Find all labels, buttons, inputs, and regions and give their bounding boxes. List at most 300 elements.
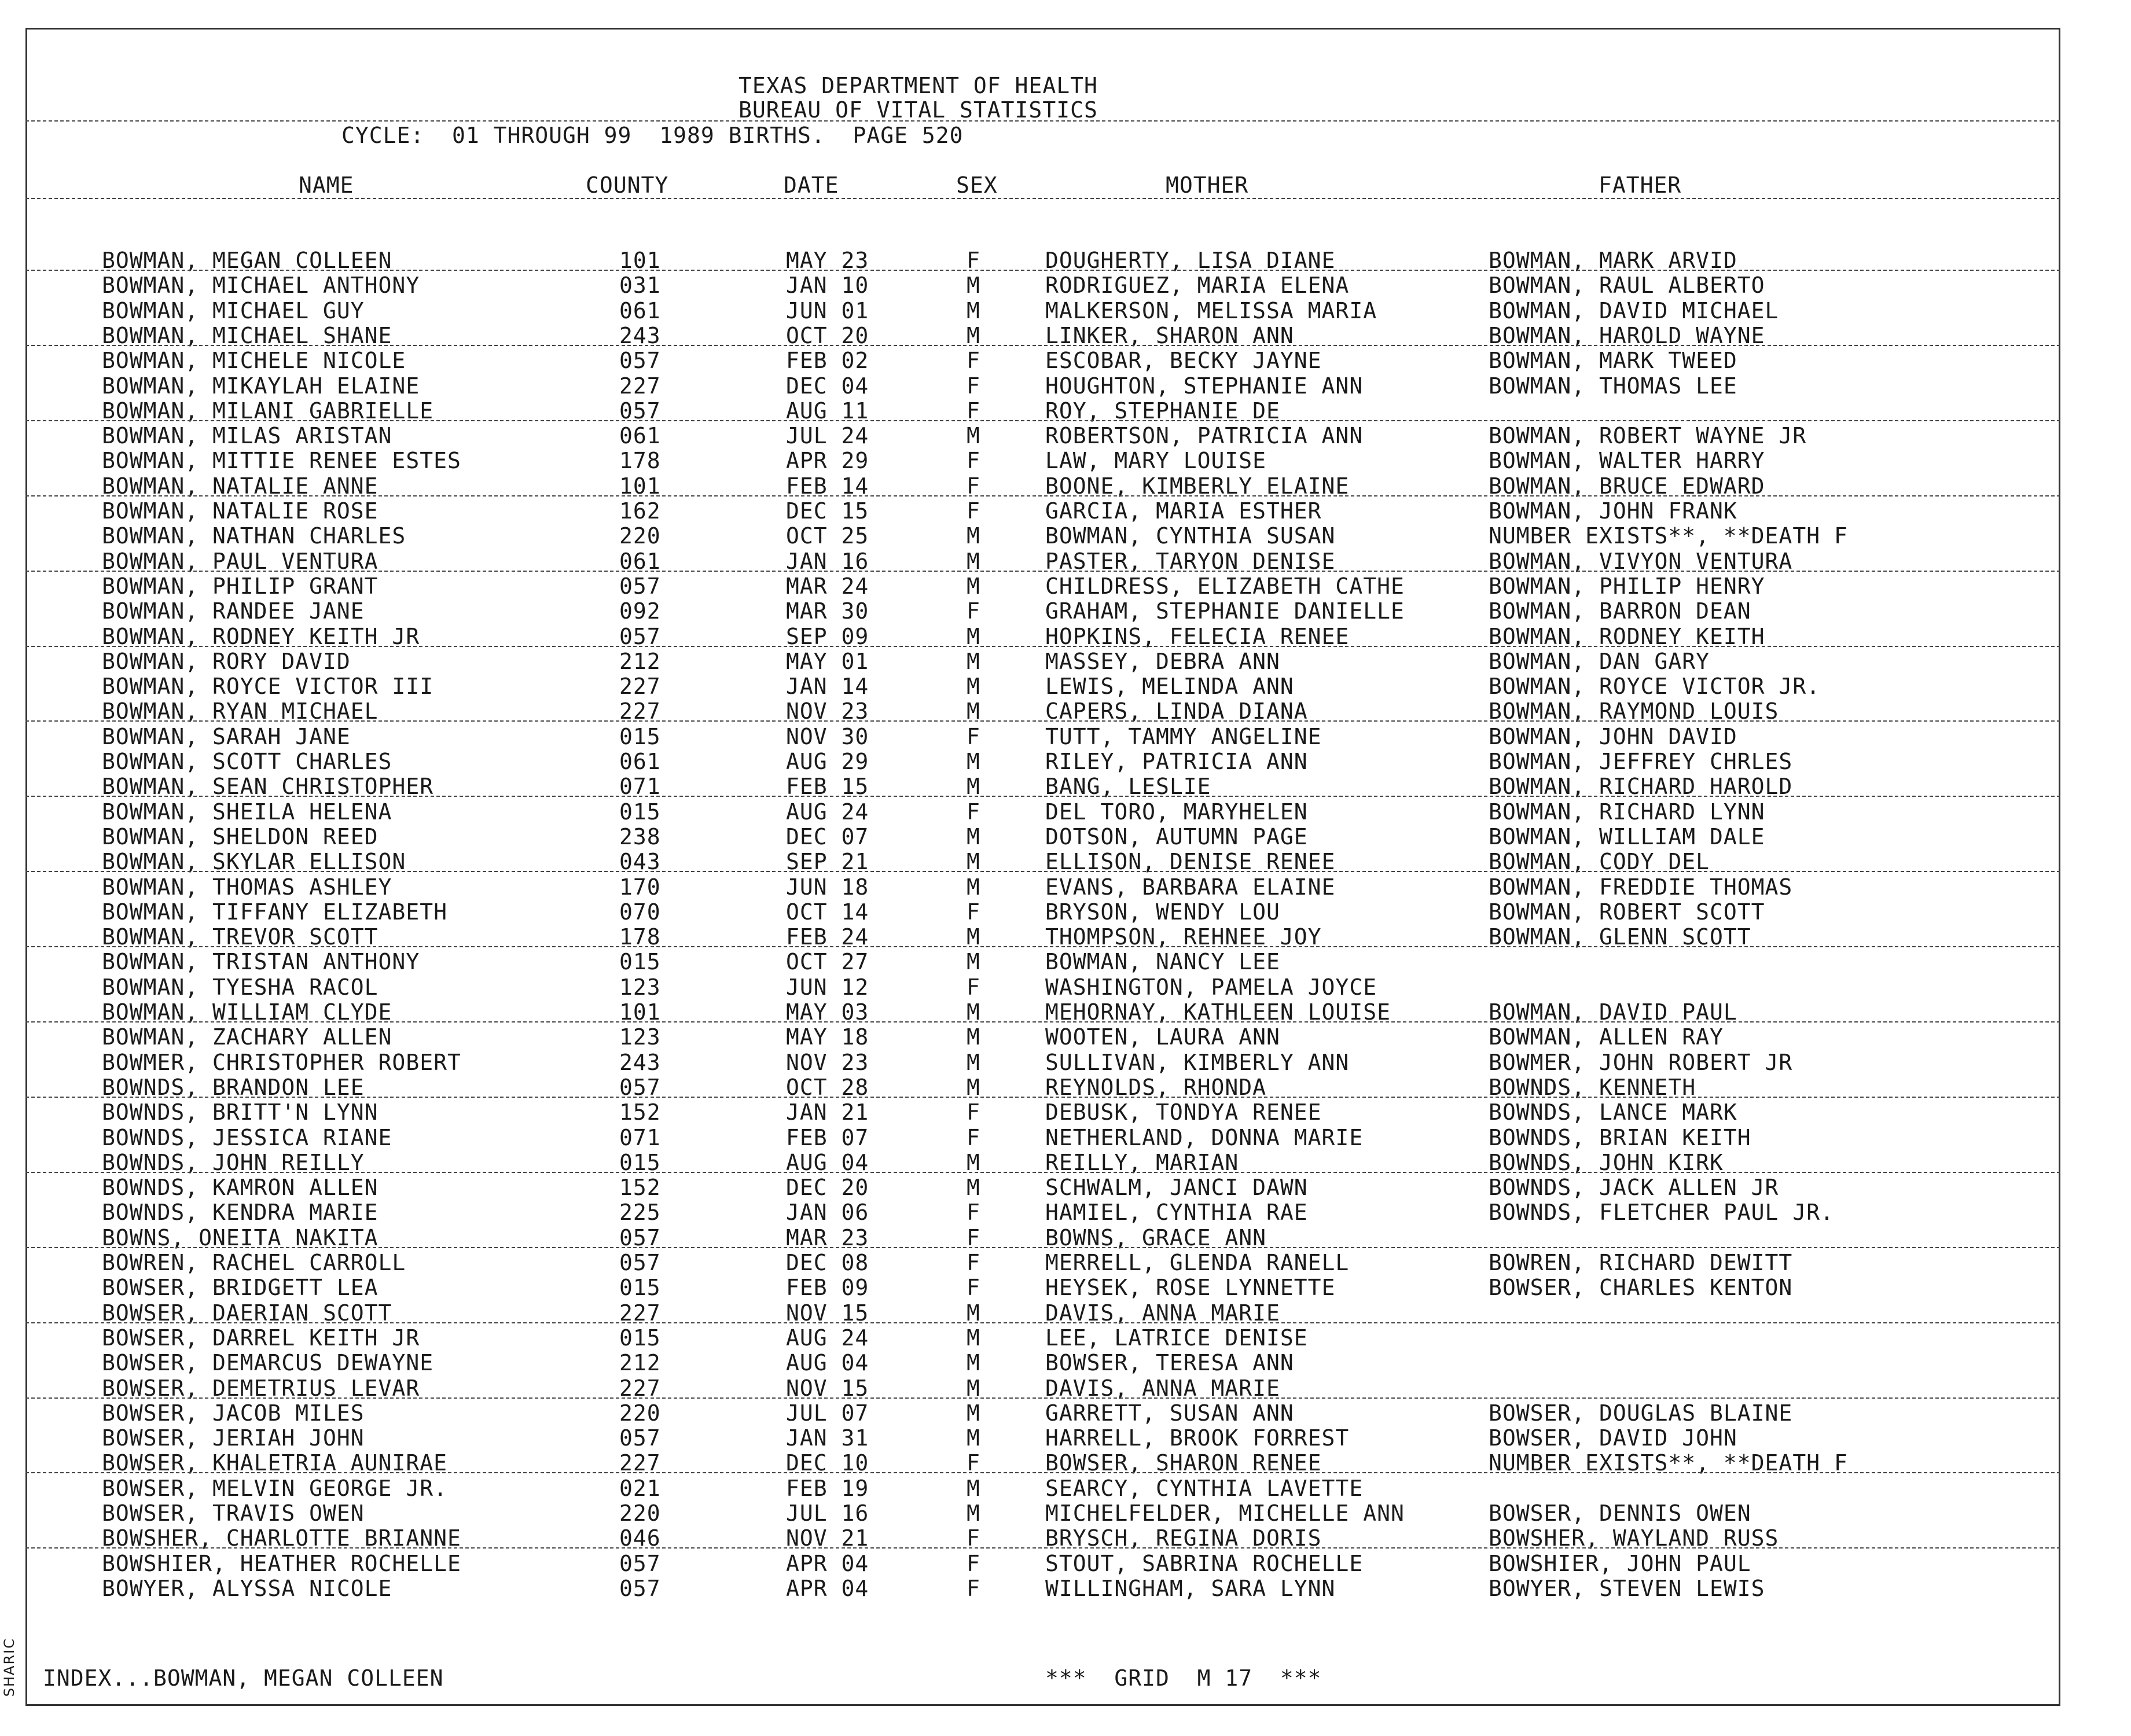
father-cell: BOWMAN, MARK ARVID xyxy=(1489,248,1737,273)
sex-cell: F xyxy=(967,448,980,474)
mother-cell: LAW, MARY LOUISE xyxy=(1045,448,1267,474)
county-cell: 015 xyxy=(619,1275,661,1301)
table-row xyxy=(0,725,2131,748)
date-cell: MAR 30 xyxy=(786,598,869,624)
sex-cell: M xyxy=(967,698,980,724)
date-cell: FEB 14 xyxy=(786,473,869,499)
date-cell: NOV 15 xyxy=(786,1375,869,1401)
row-rule xyxy=(25,720,2060,722)
table-row xyxy=(0,374,2131,398)
row-rule xyxy=(25,1472,2060,1473)
cycle-line: CYCLE: 01 THROUGH 99 1989 BIRTHS. PAGE 520 xyxy=(341,123,964,148)
sex-cell: M xyxy=(967,423,980,449)
date-cell: APR 29 xyxy=(786,448,869,474)
name-cell: BOWMAN, RODNEY KEITH JR xyxy=(102,623,420,649)
mother-cell: BRYSCH, REGINA DORIS xyxy=(1045,1525,1322,1551)
name-cell: BOWSER, JACOB MILES xyxy=(102,1400,365,1426)
county-cell: 061 xyxy=(619,297,661,323)
father-cell: BOWNDS, FLETCHER PAUL JR. xyxy=(1489,1200,1834,1226)
mother-cell: MEHORNAY, KATHLEEN LOUISE xyxy=(1045,999,1391,1025)
father-cell: BOWMAN, BRUCE EDWARD xyxy=(1489,473,1765,499)
date-cell: APR 04 xyxy=(786,1575,869,1601)
father-cell: BOWMER, JOHN ROBERT JR xyxy=(1489,1049,1793,1075)
col-header-father: FATHER xyxy=(1599,172,1682,198)
mother-cell: ROY, STEPHANIE DE xyxy=(1045,398,1280,424)
sex-cell: M xyxy=(967,1325,980,1351)
mother-cell: BOWSER, SHARON RENEE xyxy=(1045,1450,1322,1476)
table-row xyxy=(0,1101,2131,1124)
table-row xyxy=(0,1176,2131,1199)
table-row xyxy=(0,625,2131,648)
sex-cell: F xyxy=(967,598,980,624)
row-rule xyxy=(25,1247,2060,1248)
sex-cell: M xyxy=(967,924,980,950)
name-cell: BOWMAN, MILANI GABRIELLE xyxy=(102,398,434,424)
date-cell: FEB 07 xyxy=(786,1124,869,1150)
date-cell: AUG 24 xyxy=(786,1325,869,1351)
name-cell: BOWSER, JERIAH JOHN xyxy=(102,1425,365,1451)
mother-cell: HARRELL, BROOK FORREST xyxy=(1045,1425,1350,1451)
mother-cell: HOUGHTON, STEPHANIE ANN xyxy=(1045,373,1364,399)
name-cell: BOWMAN, WILLIAM CLYDE xyxy=(102,999,392,1025)
mother-cell: EVANS, BARBARA ELAINE xyxy=(1045,874,1336,900)
father-cell: BOWMAN, JOHN FRANK xyxy=(1489,498,1737,524)
row-rule xyxy=(25,270,2060,271)
father-cell: BOWSER, DENNIS OWEN xyxy=(1489,1500,1751,1526)
table-row xyxy=(0,1451,2131,1474)
row-rule xyxy=(25,871,2060,872)
date-cell: MAR 24 xyxy=(786,573,869,599)
name-cell: BOWMAN, SEAN CHRISTOPHER xyxy=(102,774,434,800)
name-cell: BOWMAN, TYESHA RACOL xyxy=(102,974,379,1000)
table-row xyxy=(0,575,2131,598)
name-cell: BOWMAN, NATHAN CHARLES xyxy=(102,523,406,549)
county-cell: 071 xyxy=(619,774,661,800)
date-cell: OCT 28 xyxy=(786,1074,869,1100)
father-cell: BOWMAN, RAYMOND LOUIS xyxy=(1489,698,1779,724)
date-cell: DEC 08 xyxy=(786,1250,869,1275)
table-row xyxy=(0,599,2131,623)
table-row xyxy=(0,950,2131,973)
sex-cell: M xyxy=(967,674,980,700)
name-cell: BOWMAN, MICHAEL SHANE xyxy=(102,322,392,348)
sex-cell: M xyxy=(967,823,980,849)
sex-cell: M xyxy=(967,1500,980,1526)
father-cell: BOWNDS, LANCE MARK xyxy=(1489,1099,1737,1126)
table-row xyxy=(0,1051,2131,1074)
table-row xyxy=(0,650,2131,673)
date-cell: FEB 24 xyxy=(786,924,869,950)
father-cell: BOWMAN, VIVYON VENTURA xyxy=(1489,548,1793,574)
name-cell: BOWNDS, JESSICA RIANE xyxy=(102,1124,392,1150)
sex-cell: M xyxy=(967,573,980,599)
name-cell: BOWMAN, TRISTAN ANTHONY xyxy=(102,949,420,975)
father-cell: BOWMAN, DAVID PAUL xyxy=(1489,999,1737,1025)
county-cell: 238 xyxy=(619,823,661,849)
name-cell: BOWMAN, MEGAN COLLEEN xyxy=(102,248,392,273)
mother-cell: REYNOLDS, RHONDA xyxy=(1045,1074,1267,1100)
county-cell: 220 xyxy=(619,523,661,549)
county-cell: 178 xyxy=(619,924,661,950)
table-row xyxy=(0,1025,2131,1049)
county-cell: 031 xyxy=(619,273,661,299)
mother-cell: HEYSEK, ROSE LYNNETTE xyxy=(1045,1275,1336,1301)
father-cell: BOWMAN, RAUL ALBERTO xyxy=(1489,273,1765,299)
county-cell: 021 xyxy=(619,1475,661,1501)
date-cell: NOV 23 xyxy=(786,1049,869,1075)
name-cell: BOWMAN, MIKAYLAH ELAINE xyxy=(102,373,420,399)
father-cell: BOWSER, DOUGLAS BLAINE xyxy=(1489,1400,1793,1426)
name-cell: BOWSER, MELVIN GEORGE JR. xyxy=(102,1475,447,1501)
mother-cell: RODRIGUEZ, MARIA ELENA xyxy=(1045,273,1350,299)
mother-cell: WILLINGHAM, SARA LYNN xyxy=(1045,1575,1336,1601)
date-cell: MAR 23 xyxy=(786,1224,869,1250)
county-cell: 152 xyxy=(619,1175,661,1201)
county-cell: 227 xyxy=(619,1450,661,1476)
date-cell: JAN 14 xyxy=(786,674,869,700)
name-cell: BOWMAN, RYAN MICHAEL xyxy=(102,698,379,724)
name-cell: BOWMAN, PAUL VENTURA xyxy=(102,548,379,574)
sex-cell: F xyxy=(967,1124,980,1150)
mother-cell: RILEY, PATRICIA ANN xyxy=(1045,749,1308,774)
father-cell: NUMBER EXISTS**, **DEATH F xyxy=(1489,1450,1848,1476)
table-row xyxy=(0,675,2131,698)
table-row xyxy=(0,1076,2131,1099)
mother-cell: CHILDRESS, ELIZABETH CATHE xyxy=(1045,573,1405,599)
sex-cell: F xyxy=(967,899,980,925)
sex-cell: F xyxy=(967,974,980,1000)
table-row xyxy=(0,1527,2131,1550)
father-cell: BOWMAN, RICHARD HAROLD xyxy=(1489,774,1793,800)
name-cell: BOWSER, DARREL KEITH JR xyxy=(102,1325,420,1351)
county-cell: 227 xyxy=(619,674,661,700)
mother-cell: DAVIS, ANNA MARIE xyxy=(1045,1375,1280,1401)
col-header-mother: MOTHER xyxy=(1166,172,1249,198)
table-row xyxy=(0,876,2131,899)
table-row xyxy=(0,550,2131,573)
sex-cell: M xyxy=(967,849,980,875)
county-cell: 057 xyxy=(619,1550,661,1576)
county-cell: 061 xyxy=(619,749,661,774)
mother-cell: MASSEY, DEBRA ANN xyxy=(1045,648,1280,674)
table-row xyxy=(0,1426,2131,1450)
date-cell: JUN 01 xyxy=(786,297,869,323)
index-footer: INDEX...BOWMAN, MEGAN COLLEEN xyxy=(43,1665,444,1691)
date-cell: AUG 04 xyxy=(786,1149,869,1175)
table-row xyxy=(0,1477,2131,1500)
table-row xyxy=(0,1226,2131,1249)
date-cell: JAN 21 xyxy=(786,1099,869,1126)
name-cell: BOWSER, DEMARCUS DEWAYNE xyxy=(102,1350,434,1376)
date-cell: OCT 27 xyxy=(786,949,869,975)
name-cell: BOWMAN, RORY DAVID xyxy=(102,648,351,674)
name-cell: BOWSHER, CHARLOTTE BRIANNE xyxy=(102,1525,461,1551)
name-cell: BOWMAN, RANDEE JANE xyxy=(102,598,365,624)
name-cell: BOWNDS, JOHN REILLY xyxy=(102,1149,365,1175)
sex-cell: M xyxy=(967,548,980,574)
county-cell: 178 xyxy=(619,448,661,474)
county-cell: 057 xyxy=(619,1575,661,1601)
father-cell: BOWMAN, JOHN DAVID xyxy=(1489,723,1737,749)
mother-cell: BOWSER, TERESA ANN xyxy=(1045,1350,1294,1376)
father-cell: BOWMAN, THOMAS LEE xyxy=(1489,373,1737,399)
name-cell: BOWMER, CHRISTOPHER ROBERT xyxy=(102,1049,461,1075)
date-cell: JUL 07 xyxy=(786,1400,869,1426)
mother-cell: WOOTEN, LAURA ANN xyxy=(1045,1024,1280,1050)
name-cell: BOWMAN, MICHAEL ANTHONY xyxy=(102,273,420,299)
table-row xyxy=(0,1577,2131,1600)
sex-cell: M xyxy=(967,1425,980,1451)
date-cell: AUG 11 xyxy=(786,398,869,424)
name-cell: BOWMAN, PHILIP GRANT xyxy=(102,573,379,599)
sex-cell: F xyxy=(967,1200,980,1226)
date-cell: DEC 10 xyxy=(786,1450,869,1476)
mother-cell: MERRELL, GLENDA RANELL xyxy=(1045,1250,1350,1275)
county-cell: 225 xyxy=(619,1200,661,1226)
date-cell: OCT 20 xyxy=(786,322,869,348)
date-cell: OCT 25 xyxy=(786,523,869,549)
date-cell: OCT 14 xyxy=(786,899,869,925)
sex-cell: M xyxy=(967,999,980,1025)
mother-cell: BRYSON, WENDY LOU xyxy=(1045,899,1280,925)
name-cell: BOWSHIER, HEATHER ROCHELLE xyxy=(102,1550,461,1576)
father-cell: BOWMAN, ROBERT WAYNE JR xyxy=(1489,423,1807,449)
date-cell: NOV 23 xyxy=(786,698,869,724)
father-cell: BOWMAN, WILLIAM DALE xyxy=(1489,823,1765,849)
county-cell: 070 xyxy=(619,899,661,925)
sex-cell: M xyxy=(967,874,980,900)
mother-cell: ELLISON, DENISE RENEE xyxy=(1045,849,1336,875)
grid-footer: *** GRID M 17 *** xyxy=(1045,1665,1322,1691)
date-cell: JUL 16 xyxy=(786,1500,869,1526)
mother-cell: PASTER, TARYON DENISE xyxy=(1045,548,1336,574)
sex-cell: F xyxy=(967,1250,980,1275)
name-cell: BOWMAN, ZACHARY ALLEN xyxy=(102,1024,392,1050)
county-cell: 057 xyxy=(619,348,661,374)
mother-cell: STOUT, SABRINA ROCHELLE xyxy=(1045,1550,1364,1576)
name-cell: BOWMAN, MILAS ARISTAN xyxy=(102,423,392,449)
table-row xyxy=(0,299,2131,322)
county-cell: 227 xyxy=(619,373,661,399)
table-row xyxy=(0,750,2131,773)
county-cell: 015 xyxy=(619,1149,661,1175)
sex-cell: M xyxy=(967,1375,980,1401)
table-row xyxy=(0,825,2131,848)
date-cell: MAY 18 xyxy=(786,1024,869,1050)
date-cell: JUL 24 xyxy=(786,423,869,449)
date-cell: SEP 21 xyxy=(786,849,869,875)
row-rule xyxy=(25,1547,2060,1549)
name-cell: BOWREN, RACHEL CARROLL xyxy=(102,1250,406,1275)
sex-cell: F xyxy=(967,1550,980,1576)
table-row xyxy=(0,499,2131,523)
date-cell: JAN 10 xyxy=(786,273,869,299)
father-cell: NUMBER EXISTS**, **DEATH F xyxy=(1489,523,1848,549)
father-cell: BOWNDS, JACK ALLEN JR xyxy=(1489,1175,1779,1201)
col-header-name: NAME xyxy=(299,172,354,198)
sex-cell: M xyxy=(967,1350,980,1376)
county-cell: 015 xyxy=(619,1325,661,1351)
sex-cell: F xyxy=(967,248,980,273)
mother-cell: HAMIEL, CYNTHIA RAE xyxy=(1045,1200,1308,1226)
sex-cell: F xyxy=(967,723,980,749)
sex-cell: M xyxy=(967,774,980,800)
county-cell: 212 xyxy=(619,1350,661,1376)
table-row xyxy=(0,475,2131,498)
row-rule xyxy=(25,1322,2060,1323)
name-cell: BOWSER, TRAVIS OWEN xyxy=(102,1500,365,1526)
row-rule xyxy=(25,1397,2060,1399)
mother-cell: THOMPSON, REHNEE JOY xyxy=(1045,924,1322,950)
father-cell: BOWSHER, WAYLAND RUSS xyxy=(1489,1525,1779,1551)
father-cell: BOWSHIER, JOHN PAUL xyxy=(1489,1550,1751,1576)
column-header-rule xyxy=(25,198,2060,199)
county-cell: 220 xyxy=(619,1500,661,1526)
date-cell: SEP 09 xyxy=(786,623,869,649)
name-cell: BOWMAN, NATALIE ANNE xyxy=(102,473,379,499)
date-cell: NOV 21 xyxy=(786,1525,869,1551)
row-rule xyxy=(25,1097,2060,1098)
table-row xyxy=(0,424,2131,447)
county-cell: 061 xyxy=(619,423,661,449)
row-rule xyxy=(25,646,2060,647)
table-row xyxy=(0,925,2131,948)
date-cell: MAY 23 xyxy=(786,248,869,273)
county-cell: 057 xyxy=(619,1425,661,1451)
mother-cell: TUTT, TAMMY ANGELINE xyxy=(1045,723,1322,749)
row-rule xyxy=(25,495,2060,496)
date-cell: JAN 06 xyxy=(786,1200,869,1226)
name-cell: BOWYER, ALYSSA NICOLE xyxy=(102,1575,392,1601)
county-cell: 015 xyxy=(619,949,661,975)
date-cell: FEB 09 xyxy=(786,1275,869,1301)
sex-cell: F xyxy=(967,373,980,399)
father-cell: BOWMAN, CODY DEL xyxy=(1489,849,1710,875)
name-cell: BOWMAN, SHEILA HELENA xyxy=(102,799,392,825)
col-header-sex: SEX xyxy=(956,172,998,198)
county-cell: 243 xyxy=(619,322,661,348)
row-rule xyxy=(25,796,2060,797)
county-cell: 123 xyxy=(619,974,661,1000)
date-cell: AUG 04 xyxy=(786,1350,869,1376)
name-cell: BOWMAN, NATALIE ROSE xyxy=(102,498,379,524)
mother-cell: LEE, LATRICE DENISE xyxy=(1045,1325,1308,1351)
name-cell: BOWMAN, THOMAS ASHLEY xyxy=(102,874,392,900)
table-row xyxy=(0,700,2131,723)
sex-cell: M xyxy=(967,523,980,549)
date-cell: DEC 20 xyxy=(786,1175,869,1201)
table-row xyxy=(0,1351,2131,1374)
father-cell: BOWMAN, HAROLD WAYNE xyxy=(1489,322,1765,348)
sex-cell: F xyxy=(967,799,980,825)
county-cell: 057 xyxy=(619,1250,661,1275)
sex-cell: F xyxy=(967,1575,980,1601)
father-cell: BOWMAN, MARK TWEED xyxy=(1489,348,1737,374)
mother-cell: SULLIVAN, KIMBERLY ANN xyxy=(1045,1049,1350,1075)
sex-cell: M xyxy=(967,1149,980,1175)
name-cell: BOWMAN, TIFFANY ELIZABETH xyxy=(102,899,447,925)
county-cell: 046 xyxy=(619,1525,661,1551)
date-cell: MAY 01 xyxy=(786,648,869,674)
county-cell: 227 xyxy=(619,1300,661,1326)
sex-cell: M xyxy=(967,749,980,774)
sex-cell: M xyxy=(967,623,980,649)
date-cell: FEB 19 xyxy=(786,1475,869,1501)
col-header-date: DATE xyxy=(784,172,839,198)
date-cell: AUG 29 xyxy=(786,749,869,774)
mother-cell: REILLY, MARIAN xyxy=(1045,1149,1239,1175)
name-cell: BOWMAN, SKYLAR ELLISON xyxy=(102,849,406,875)
father-cell: BOWSER, CHARLES KENTON xyxy=(1489,1275,1793,1301)
mother-cell: HOPKINS, FELECIA RENEE xyxy=(1045,623,1350,649)
father-cell: BOWNDS, BRIAN KEITH xyxy=(1489,1124,1751,1150)
table-row xyxy=(0,1001,2131,1024)
county-cell: 057 xyxy=(619,623,661,649)
mother-cell: ROBERTSON, PATRICIA ANN xyxy=(1045,423,1364,449)
sex-cell: M xyxy=(967,1475,980,1501)
sex-cell: F xyxy=(967,1450,980,1476)
mother-cell: GRAHAM, STEPHANIE DANIELLE xyxy=(1045,598,1405,624)
sex-cell: M xyxy=(967,297,980,323)
table-row xyxy=(0,1326,2131,1349)
father-cell: BOWMAN, RICHARD LYNN xyxy=(1489,799,1765,825)
sex-cell: M xyxy=(967,1074,980,1100)
mother-cell: BOWMAN, NANCY LEE xyxy=(1045,949,1280,975)
mother-cell: BANG, LESLIE xyxy=(1045,774,1211,800)
table-row xyxy=(0,850,2131,873)
father-cell: BOWMAN, ALLEN RAY xyxy=(1489,1024,1724,1050)
table-row xyxy=(0,775,2131,798)
table-row xyxy=(0,900,2131,924)
county-cell: 015 xyxy=(619,799,661,825)
table-row xyxy=(0,1377,2131,1400)
county-cell: 227 xyxy=(619,1375,661,1401)
county-cell: 061 xyxy=(619,548,661,574)
mother-cell: GARRETT, SUSAN ANN xyxy=(1045,1400,1294,1426)
date-cell: DEC 04 xyxy=(786,373,869,399)
row-rule xyxy=(25,946,2060,947)
name-cell: BOWNDS, KAMRON ALLEN xyxy=(102,1175,379,1201)
table-row xyxy=(0,1552,2131,1575)
sex-cell: M xyxy=(967,648,980,674)
table-row xyxy=(0,800,2131,823)
sex-cell: F xyxy=(967,348,980,374)
sex-cell: M xyxy=(967,322,980,348)
mother-cell: CAPERS, LINDA DIANA xyxy=(1045,698,1308,724)
date-cell: DEC 07 xyxy=(786,823,869,849)
date-cell: JUN 12 xyxy=(786,974,869,1000)
mother-cell: DOTSON, AUTUMN PAGE xyxy=(1045,823,1308,849)
date-cell: MAY 03 xyxy=(786,999,869,1025)
county-cell: 101 xyxy=(619,473,661,499)
county-cell: 092 xyxy=(619,598,661,624)
county-cell: 162 xyxy=(619,498,661,524)
name-cell: BOWNDS, BRANDON LEE xyxy=(102,1074,365,1100)
date-cell: APR 04 xyxy=(786,1550,869,1576)
name-cell: BOWNDS, KENDRA MARIE xyxy=(102,1200,379,1226)
table-row xyxy=(0,1201,2131,1224)
sex-cell: F xyxy=(967,1275,980,1301)
table-row xyxy=(0,1301,2131,1325)
father-cell: BOWYER, STEVEN LEWIS xyxy=(1489,1575,1765,1601)
mother-cell: DEBUSK, TONDYA RENEE xyxy=(1045,1099,1322,1126)
mother-cell: MICHELFELDER, MICHELLE ANN xyxy=(1045,1500,1405,1526)
name-cell: BOWMAN, SCOTT CHARLES xyxy=(102,749,392,774)
mother-cell: WASHINGTON, PAMELA JOYCE xyxy=(1045,974,1377,1000)
name-cell: BOWMAN, MICHAEL GUY xyxy=(102,297,365,323)
father-cell: BOWMAN, JEFFREY CHRLES xyxy=(1489,749,1793,774)
county-cell: 170 xyxy=(619,874,661,900)
